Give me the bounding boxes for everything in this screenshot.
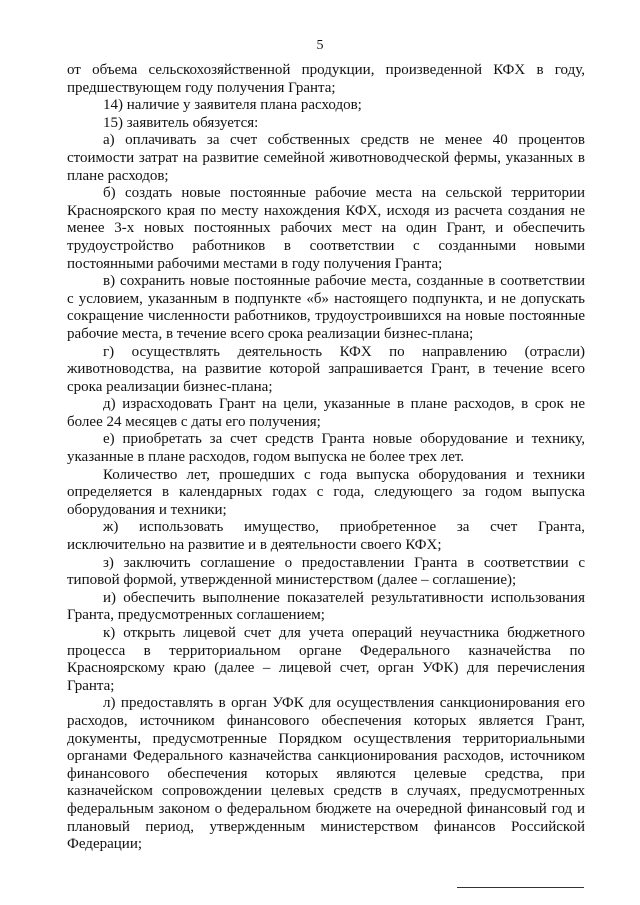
- page-number: 5: [316, 38, 324, 53]
- paragraph-subitem-v: в) сохранить новые постоянные рабочие места, созданные в соответствии с условием, указанным в подпункте «б» настоящего подпункта, и не допускать сокращение численности работников, трудоустроившихся на новые постоянные рабочие места, в течение всего срока реализации бизнес-плана;: [67, 273, 585, 342]
- paragraph-subitem-b: б) создать новые постоянные рабочие места на сельской территории Красноярского края по месту нахождения КФХ, исходя из расчета создания не менее 3-х новых постоянных рабочих мест на один Грант, и обеспечить трудоустройство работников в соответствии с созданными новыми постоянными рабочими местами в году получения Гранта;: [67, 185, 585, 272]
- paragraph-continuation: от объема сельскохозяйственной продукции, произведенной КФХ в году, предшествующем году получения Гранта;: [67, 62, 585, 96]
- paragraph-years-count: Количество лет, прошедших с года выпуска оборудования и техники определяется в календарных годах с года, следующего за годом выпуска оборудования и техники;: [67, 466, 585, 518]
- paragraph-subitem-a: а) оплачивать за счет собственных средств не менее 40 процентов стоимости затрат на развитие семейной животноводческой фермы, указанных в плане расходов;: [67, 132, 585, 184]
- paragraph-subitem-zh: ж) использовать имущество, приобретенное за счет Гранта, исключительно на развитие и в деятельности своего КФХ;: [67, 519, 585, 554]
- paragraph-subitem-l: л) предоставлять в орган УФК для осуществления санкционирования его расходов, источником финансового обеспечения которых является Грант, документы, предусмотренные Порядком осуществления территориальными органами Федерального казначейства санкционирования расходов, источником финансового обеспечения которых являются целевые средства, при казначейском сопровождении целевых средств в случаях, предусмотренных федеральным законом о федеральном бюджете на очередной финансовый год и плановый период, утвержденным министерством финансов Российской Федерации;: [67, 695, 585, 853]
- paragraph-subitem-k: к) открыть лицевой счет для учета операций неучастника бюджетного процесса в территориальном органе Федерального казначейства по Красноярскому краю (далее – лицевой счет, орган УФК) для перечисления Гранта;: [67, 625, 585, 694]
- paragraph-subitem-z: з) заключить соглашение о предоставлении Гранта в соответствии с типовой формой, утвержденной министерством (далее – соглашение);: [67, 554, 585, 589]
- paragraph-subitem-d: д) израсходовать Грант на цели, указанные в плане расходов, в срок не более 24 месяцев с даты его получения;: [67, 396, 585, 430]
- paragraph-subitem-g: г) осуществлять деятельность КФХ по направлению (отрасли) животноводства, на развитие которой запрашивается Грант, в течение всего срока реализации бизнес-плана;: [67, 343, 585, 395]
- paragraph-subitem-e: е) приобретать за счет средств Гранта новые оборудование и технику, указанные в плане расходов, годом выпуска не более трех лет.: [67, 431, 585, 466]
- paragraph-item-15: 15) заявитель обязуется:: [103, 114, 259, 131]
- paragraph-subitem-i: и) обеспечить выполнение показателей результативности использования Гранта, предусмотренных соглашением;: [67, 589, 585, 624]
- paragraph-item-14: 14) наличие у заявителя плана расходов;: [103, 97, 362, 114]
- document-body: [67, 62, 585, 854]
- footer-rule: [457, 887, 584, 888]
